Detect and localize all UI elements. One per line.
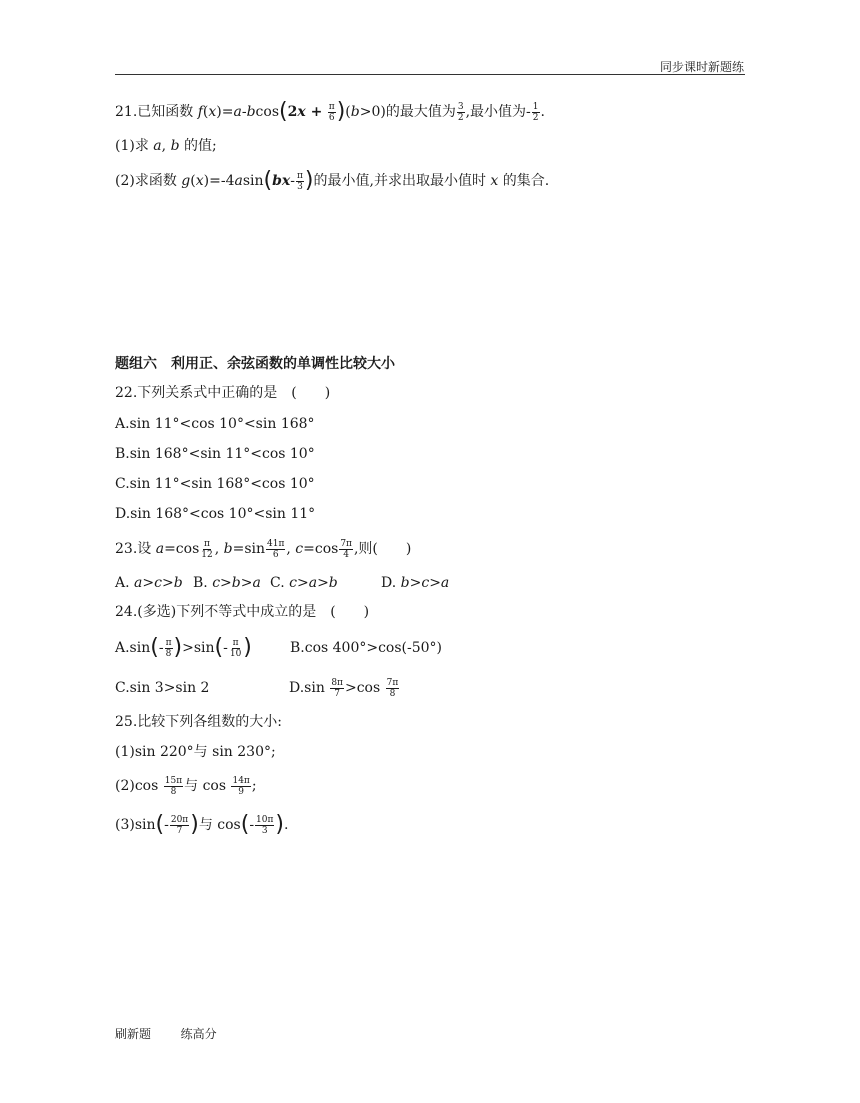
- q23-option-b: B. c>b>a: [193, 575, 261, 591]
- footer-right: 练高分: [180, 1027, 217, 1041]
- q21-part1: (1)求 a, b 的值;: [115, 138, 217, 154]
- q25-stem: 25.比较下列各组数的大小:: [115, 714, 282, 730]
- footer-left: 刷新题: [115, 1027, 152, 1041]
- q25-part1: (1)sin 220°与 sin 230°;: [115, 744, 276, 760]
- q24-stem: 24.(多选)下列不等式中成立的是 ( ): [115, 604, 370, 620]
- q24-option-a: A.sin(- $\frac{\pi}{8}$ )>sin(- $\frac{\pi}{10}$ ): [115, 635, 252, 660]
- q23-stem: 23.设 a=cos $\frac{\pi}{12}$ , b=sin $\frac{41\pi}{6}$ , c=cos $\frac{7\pi}{4}$ ,则( ): [115, 538, 412, 560]
- q22-stem: 22.下列关系式中正确的是 ( ): [115, 385, 331, 401]
- header-title: 同步课时新题练: [659, 60, 744, 74]
- q25-part3: (3)sin(- $\frac{20\pi}{7}$ )与 cos(- $\frac{10\pi}{3}$ ).: [115, 812, 289, 837]
- section-title: 题组六 利用正、余弦函数的单调性比较大小: [115, 356, 395, 372]
- q25-part2: (2)cos $\frac{15\pi}{8}$ 与 cos $\frac{14\pi}{9}$ ;: [115, 775, 257, 797]
- q22-option-b: B.sin 168°<sin 11°<cos 10°: [115, 446, 315, 462]
- q24-option-b: B.cos 400°>cos(-50°): [290, 640, 443, 656]
- header-divider: [115, 74, 745, 75]
- q23-option-c: C. c>a>b: [270, 575, 338, 591]
- q24-option-c: C.sin 3>sin 2: [115, 680, 210, 696]
- footer: [115, 1025, 217, 1042]
- q21-stem: 21.已知函数 f(x)=a-bcos(2x + $\frac{\pi}{6}$ )(b>0)的最大值为 $\frac{3}{2}$ ,最小值为- $\frac{1}{2}$ .: [115, 99, 545, 124]
- q22-option-a: A.sin 11°<cos 10°<sin 168°: [115, 416, 315, 432]
- q23-option-d: D. b>c>a: [381, 575, 450, 591]
- q21-part2: (2)求函数 g(x)=-4asin(bx- $\frac{\pi}{3}$ )的最小值,并求出取最小值时 x 的集合.: [115, 168, 550, 193]
- q24-option-d: D.sin $\frac{8\pi}{7}$ >cos $\frac{7\pi}{8}$: [289, 677, 399, 699]
- q22-option-d: D.sin 168°<cos 10°<sin 11°: [115, 506, 316, 522]
- q23-option-a: A. a>c>b: [115, 575, 183, 591]
- q22-option-c: C.sin 11°<sin 168°<cos 10°: [115, 476, 315, 492]
